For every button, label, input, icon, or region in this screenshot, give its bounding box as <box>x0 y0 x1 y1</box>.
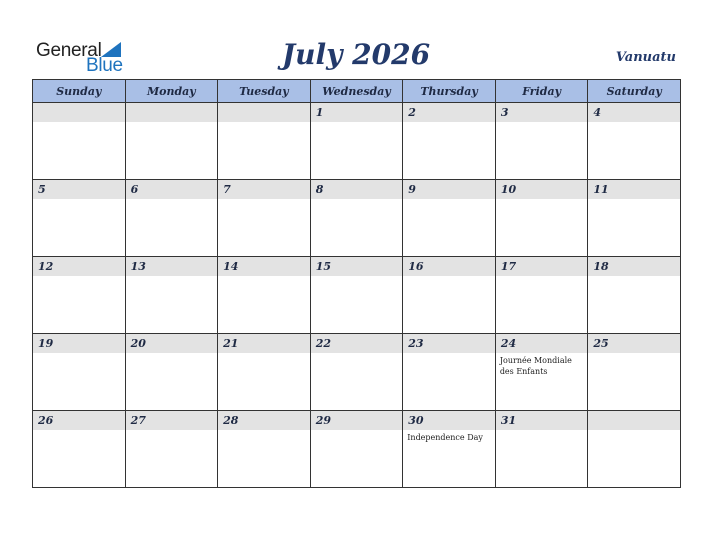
calendar-day-cell <box>310 334 403 411</box>
calendar-day-cell <box>125 334 218 411</box>
day-number: 11 <box>593 183 609 196</box>
calendar-day-cell <box>33 257 126 334</box>
day-number-bar <box>218 180 310 199</box>
calendar-day-cell <box>403 411 496 488</box>
day-number-bar <box>33 257 125 276</box>
day-number: 4 <box>593 106 602 119</box>
day-number-bar <box>588 257 680 276</box>
day-number: 24 <box>500 337 517 350</box>
calendar-day-cell <box>33 180 126 257</box>
logo-general-text: General <box>36 40 102 61</box>
calendar-day-cell <box>33 411 126 488</box>
calendar-day-cell <box>310 411 403 488</box>
holiday-label: Independence Day <box>407 433 483 442</box>
day-number: 3 <box>500 106 509 119</box>
day-number-bar <box>126 411 218 430</box>
calendar-day-cell <box>218 411 311 488</box>
calendar-day-cell <box>588 103 681 180</box>
day-number: 27 <box>130 414 146 427</box>
day-number: 8 <box>315 183 324 196</box>
day-number-bar <box>311 411 403 430</box>
calendar-day-cell <box>588 411 681 488</box>
day-number: 13 <box>130 260 146 273</box>
day-number-bar <box>218 334 310 353</box>
calendar-day-cell <box>218 103 311 180</box>
calendar-day-cell <box>218 257 311 334</box>
calendar-day-cell <box>125 411 218 488</box>
day-number-bar <box>588 334 680 353</box>
day-number-bar <box>33 103 125 122</box>
day-number: 6 <box>130 183 139 196</box>
calendar-day-cell <box>403 103 496 180</box>
day-number: 20 <box>130 337 146 350</box>
day-number-bar <box>588 180 680 199</box>
weekday-header-row <box>33 80 681 103</box>
calendar-day-cell <box>495 180 588 257</box>
day-number: 7 <box>223 183 231 196</box>
day-number-bar <box>33 180 125 199</box>
calendar-day-cell <box>125 103 218 180</box>
calendar-week-row <box>33 334 681 411</box>
weekday-thursday: Thursday <box>403 80 496 103</box>
day-number: 28 <box>223 414 239 427</box>
weekday-tuesday: Tuesday <box>218 80 311 103</box>
day-number-bar <box>311 334 403 353</box>
calendar-day-cell <box>403 180 496 257</box>
day-number-bar <box>496 411 588 430</box>
day-number: 1 <box>315 106 324 119</box>
day-number-bar <box>496 103 588 122</box>
page-title: July 2026 <box>281 38 431 71</box>
calendar-week-row <box>33 180 681 257</box>
calendar-day-cell <box>125 257 218 334</box>
day-number: 19 <box>38 337 54 350</box>
day-number: 16 <box>408 260 424 273</box>
day-number-bar <box>311 103 403 122</box>
weekday-monday: Monday <box>125 80 218 103</box>
day-number-bar <box>311 257 403 276</box>
day-number-bar <box>126 103 218 122</box>
day-number-bar <box>496 180 588 199</box>
day-number: 30 <box>408 414 424 427</box>
day-number-bar <box>126 257 218 276</box>
day-number-bar <box>496 257 588 276</box>
weekday-saturday: Saturday <box>588 80 681 103</box>
calendar-day-cell <box>310 257 403 334</box>
calendar-day-cell <box>218 180 311 257</box>
day-number: 14 <box>223 260 239 273</box>
calendar-day-cell <box>495 257 588 334</box>
day-number-bar <box>218 257 310 276</box>
day-number-bar <box>311 180 403 199</box>
weekday-sunday: Sunday <box>33 80 126 103</box>
calendar-day-cell <box>588 257 681 334</box>
day-number-bar <box>403 180 495 199</box>
day-number: 22 <box>315 337 331 350</box>
day-number-bar <box>496 334 588 353</box>
calendar-day-cell <box>33 334 126 411</box>
day-number-bar <box>403 103 495 122</box>
calendar-grid <box>32 79 681 488</box>
logo-blue-text: Blue <box>86 55 123 76</box>
day-number-bar <box>218 411 310 430</box>
day-number-bar <box>126 180 218 199</box>
calendar-day-cell <box>403 334 496 411</box>
calendar-day-cell <box>310 103 403 180</box>
day-number-bar <box>218 103 310 122</box>
day-number-bar <box>588 411 680 430</box>
day-number: 5 <box>38 183 46 196</box>
day-number: 2 <box>408 106 416 119</box>
day-number: 15 <box>315 260 331 273</box>
day-number: 18 <box>593 260 609 273</box>
holiday-label: Journée Mondiale des Enfants <box>499 356 572 376</box>
day-number: 10 <box>500 183 517 196</box>
calendar-day-cell <box>495 103 588 180</box>
calendar-day-cell <box>33 103 126 180</box>
day-number-bar <box>403 257 495 276</box>
calendar-day-cell <box>310 180 403 257</box>
day-number: 25 <box>593 337 609 350</box>
day-number: 21 <box>223 337 239 350</box>
weekday-wednesday: Wednesday <box>310 80 403 103</box>
day-number-bar <box>33 411 125 430</box>
day-number-bar <box>403 334 495 353</box>
calendar-day-cell <box>588 180 681 257</box>
calendar-day-cell <box>125 180 218 257</box>
day-number-bar <box>33 334 125 353</box>
day-number-bar <box>588 103 680 122</box>
calendar-day-cell <box>588 334 681 411</box>
calendar-week-row <box>33 257 681 334</box>
calendar-day-cell <box>495 334 588 411</box>
calendar-day-cell <box>495 411 588 488</box>
day-number: 31 <box>500 414 517 427</box>
day-number: 9 <box>408 183 416 196</box>
weekday-friday: Friday <box>495 80 588 103</box>
calendar-week-row <box>33 411 681 488</box>
day-number: 23 <box>408 337 424 350</box>
calendar-day-cell <box>218 334 311 411</box>
day-number: 26 <box>38 414 54 427</box>
calendar-week-row <box>33 103 681 180</box>
country-label: Vanuatu <box>615 50 676 65</box>
calendar-day-cell <box>403 257 496 334</box>
day-number: 12 <box>38 260 54 273</box>
day-number: 29 <box>315 414 331 427</box>
day-number-bar <box>126 334 218 353</box>
day-number-bar <box>403 411 495 430</box>
day-number: 17 <box>500 260 517 273</box>
